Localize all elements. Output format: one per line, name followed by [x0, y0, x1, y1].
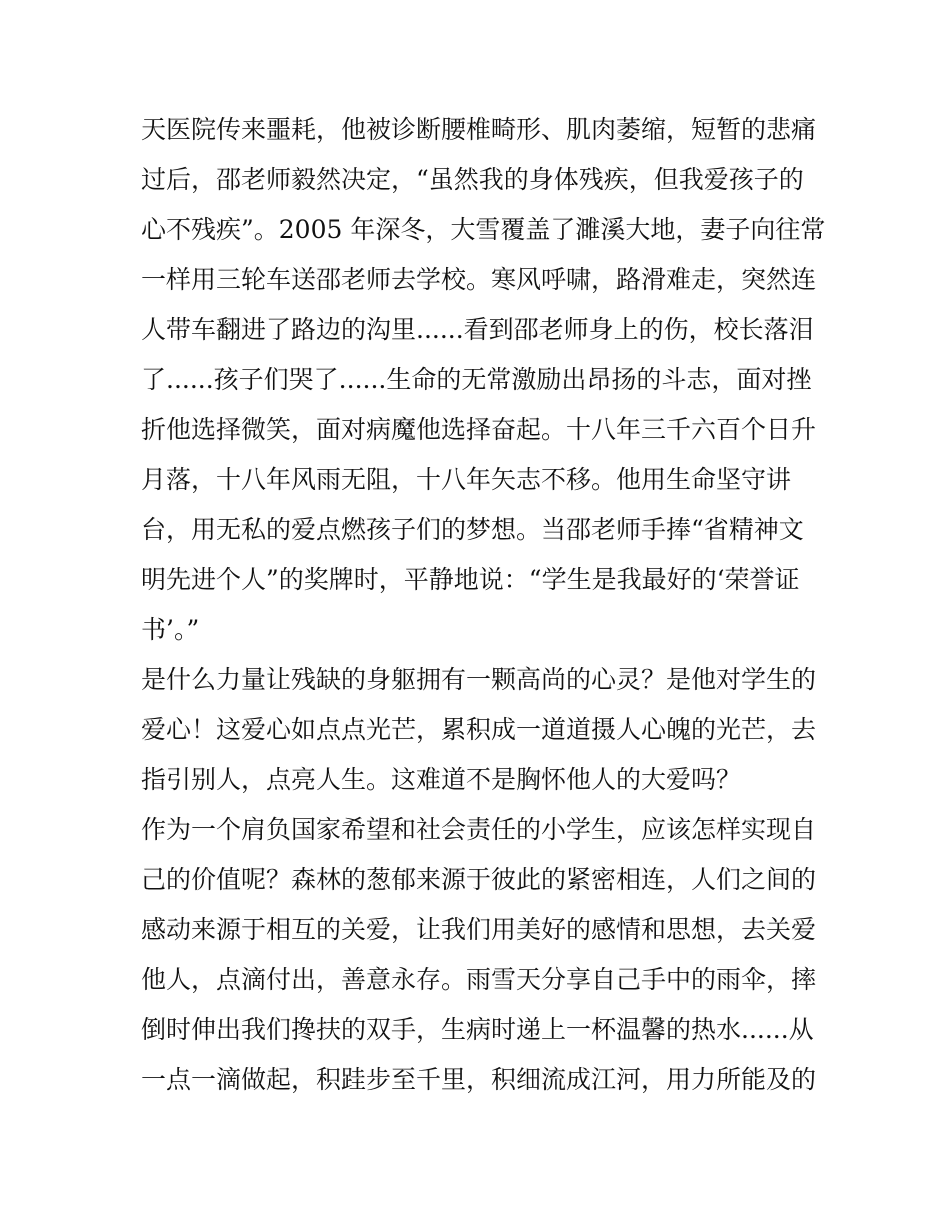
text-line: 人带车翻进了路边的沟里......看到邵老师身上的伤，校长落泪	[141, 315, 814, 344]
text-line: 是什么力量让残缺的身躯拥有一颗高尚的心灵？是他对学生的	[141, 665, 817, 694]
text-line: 天医院传来噩耗，他被诊断腰椎畸形、肌肉萎缩，短暂的悲痛	[141, 115, 817, 144]
text-line: 爱心！这爱心如点点光芒，累积成一道道摄人心魄的光芒，去	[141, 715, 817, 744]
text-line: 台，用无私的爱点燃孩子们的梦想。当邵老师手捧“省精神文	[141, 515, 804, 544]
text-line: 作为一个肩负国家希望和社会责任的小学生，应该怎样实现自	[141, 815, 817, 844]
text-line: 折他选择微笑，面对病魔他选择奋起。十八年三千六百个日升	[141, 415, 817, 444]
text-line: 心不残疾”。2005 年深冬，大雪覆盖了濉溪大地，妻子向往常	[141, 215, 826, 244]
text-line: 倒时伸出我们搀扶的双手，生病时递上一杯温馨的热水......从	[141, 1015, 814, 1044]
text-line: 明先进个人”的奖牌时，平静地说：“学生是我最好的‘荣誉证	[141, 565, 800, 594]
text-line: 过后，邵老师毅然决定，“虽然我的身体残疾，但我爱孩子的	[141, 165, 804, 194]
text-line: 指引别人，点亮人生。这难道不是胸怀他人的大爱吗？	[141, 765, 742, 794]
text-line: 己的价值呢？森林的葱郁来源于彼此的紧密相连，人们之间的	[141, 865, 817, 894]
text-line: 月落，十八年风雨无阻，十八年矢志不移。他用生命坚守讲	[141, 465, 792, 494]
text-line: 一点一滴做起，积跬步至千里，积细流成江河，用力所能及的	[141, 1065, 817, 1094]
text-line: 书’。”	[141, 615, 200, 644]
text-line: 他人，点滴付出，善意永存。雨雪天分享自己手中的雨伞，摔	[141, 965, 817, 994]
text-line: 感动来源于相互的关爱，让我们用美好的感情和思想，去关爱	[141, 915, 817, 944]
text-line: 了......孩子们哭了......生命的无常激励出昂扬的斗志，面对挫	[141, 365, 812, 394]
text-line: 一样用三轮车送邵老师去学校。寒风呼啸，路滑难走，突然连	[141, 265, 817, 294]
